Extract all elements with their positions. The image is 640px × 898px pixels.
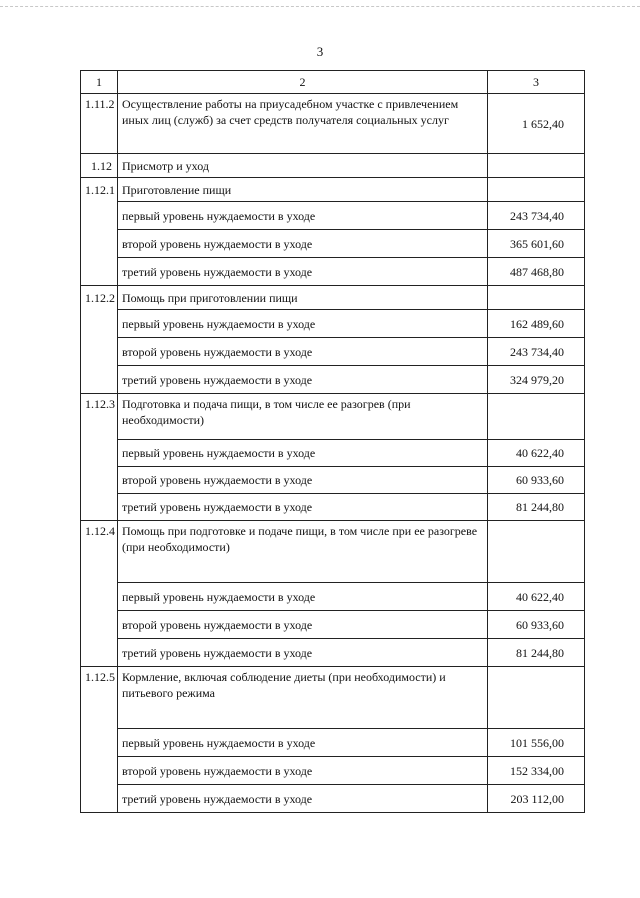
row-value	[488, 667, 585, 729]
table-row	[81, 310, 585, 338]
table-row	[81, 667, 585, 729]
table-row	[81, 494, 585, 521]
table-row	[81, 729, 585, 757]
table-row	[81, 178, 585, 202]
row-value: 324 979,20	[488, 366, 585, 394]
table-row	[81, 258, 585, 286]
tariff-table	[80, 70, 585, 813]
page-number: 3	[316, 44, 324, 59]
row-value: 487 468,80	[488, 258, 585, 286]
column-header-2: 2	[118, 71, 488, 94]
row-value: 40 622,40	[488, 583, 585, 611]
table-row	[81, 757, 585, 785]
row-name: третий уровень нуждаемости в уходе	[118, 639, 488, 667]
row-code	[81, 338, 118, 366]
table-row	[81, 338, 585, 366]
row-code	[81, 366, 118, 394]
row-value	[488, 178, 585, 202]
table-row	[81, 639, 585, 667]
row-value: 101 556,00	[488, 729, 585, 757]
table-row	[81, 521, 585, 583]
table-row	[81, 785, 585, 813]
row-code	[81, 757, 118, 785]
table-row	[81, 440, 585, 467]
row-name: Осуществление работы на приусадебном участке с привлечением иных лиц (служб) за счет средств получателя социальных услуг	[118, 94, 488, 154]
row-code	[81, 639, 118, 667]
row-value: 203 112,00	[488, 785, 585, 813]
table-row	[81, 467, 585, 494]
row-value: 365 601,60	[488, 230, 585, 258]
table-row	[81, 583, 585, 611]
row-code: 1.12.3	[81, 394, 118, 440]
table-row	[81, 202, 585, 230]
row-name: второй уровень нуждаемости в уходе	[118, 467, 488, 494]
row-name: первый уровень нуждаемости в уходе	[118, 310, 488, 338]
row-name: Приготовление пищи	[118, 178, 488, 202]
row-value: 81 244,80	[488, 639, 585, 667]
row-value: 40 622,40	[488, 440, 585, 467]
row-name: первый уровень нуждаемости в уходе	[118, 729, 488, 757]
row-name: третий уровень нуждаемости в уходе	[118, 366, 488, 394]
row-value: 152 334,00	[488, 757, 585, 785]
row-code	[81, 729, 118, 757]
row-value: 243 734,40	[488, 338, 585, 366]
row-name: Подготовка и подача пищи, в том числе ее разогрев (при необходимости)	[118, 394, 488, 440]
row-value: 60 933,60	[488, 611, 585, 639]
table-row	[81, 366, 585, 394]
row-name: первый уровень нуждаемости в уходе	[118, 583, 488, 611]
row-code	[81, 310, 118, 338]
row-code: 1.12	[81, 154, 118, 178]
row-name: первый уровень нуждаемости в уходе	[118, 202, 488, 230]
column-header-1: 1	[81, 71, 118, 94]
row-name: Присмотр и уход	[118, 154, 488, 178]
row-code: 1.11.2	[81, 94, 118, 154]
row-code: 1.12.4	[81, 521, 118, 583]
row-code: 1.12.1	[81, 178, 118, 202]
row-code	[81, 494, 118, 521]
row-value: 243 734,40	[488, 202, 585, 230]
row-value: 81 244,80	[488, 494, 585, 521]
row-value: 60 933,60	[488, 467, 585, 494]
row-name: третий уровень нуждаемости в уходе	[118, 494, 488, 521]
row-value	[488, 286, 585, 310]
row-value	[488, 521, 585, 583]
row-code	[81, 202, 118, 230]
row-code	[81, 467, 118, 494]
table-row	[81, 154, 585, 178]
row-name: третий уровень нуждаемости в уходе	[118, 258, 488, 286]
row-name: Кормление, включая соблюдение диеты (при необходимости) и питьевого режима	[118, 667, 488, 729]
row-name: второй уровень нуждаемости в уходе	[118, 230, 488, 258]
row-code	[81, 611, 118, 639]
row-code: 1.12.5	[81, 667, 118, 729]
row-name: второй уровень нуждаемости в уходе	[118, 757, 488, 785]
row-code	[81, 583, 118, 611]
row-code	[81, 258, 118, 286]
scan-edge-line	[0, 6, 640, 7]
row-code	[81, 785, 118, 813]
row-value: 162 489,60	[488, 310, 585, 338]
table-row	[81, 286, 585, 310]
table-row	[81, 611, 585, 639]
table-row	[81, 94, 585, 154]
row-name: второй уровень нуждаемости в уходе	[118, 611, 488, 639]
row-value	[488, 394, 585, 440]
table-row	[81, 394, 585, 440]
row-code	[81, 230, 118, 258]
row-name: второй уровень нуждаемости в уходе	[118, 338, 488, 366]
column-header-3: 3	[488, 71, 585, 94]
row-value	[488, 154, 585, 178]
row-name: третий уровень нуждаемости в уходе	[118, 785, 488, 813]
row-name: Помощь при приготовлении пищи	[118, 286, 488, 310]
row-code	[81, 440, 118, 467]
table-row	[81, 230, 585, 258]
row-value: 1 652,40	[488, 94, 585, 154]
row-code: 1.12.2	[81, 286, 118, 310]
table-header-row	[81, 71, 585, 94]
row-name: Помощь при подготовке и подаче пищи, в том числе при ее разогреве (при необходимости)	[118, 521, 488, 583]
row-name: первый уровень нуждаемости в уходе	[118, 440, 488, 467]
